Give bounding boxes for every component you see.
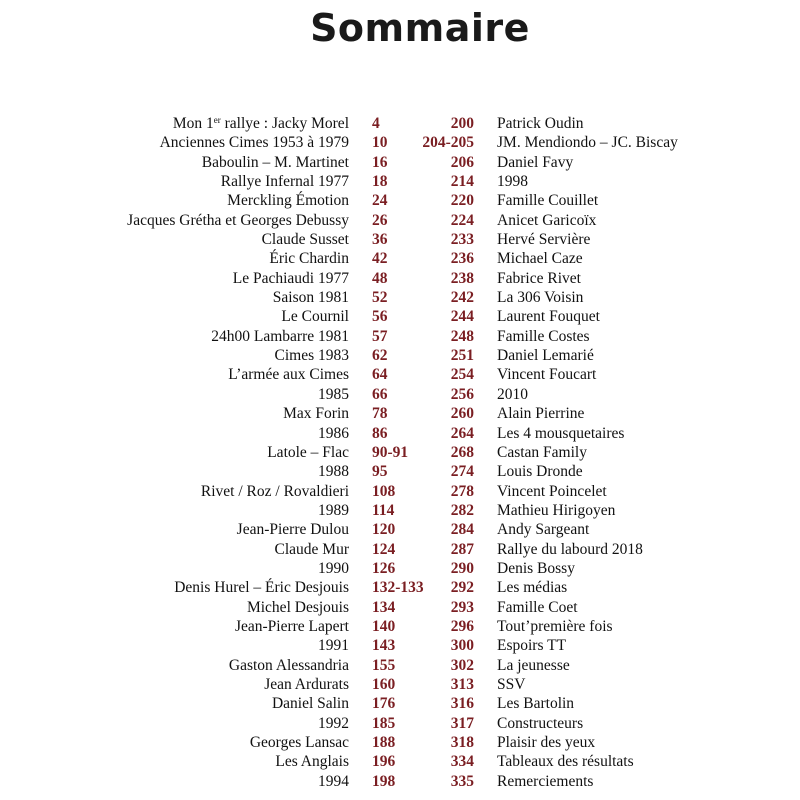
toc-row bbox=[0, 675, 800, 694]
toc-entry-left-title-part: rallye : Jacky Morel bbox=[220, 115, 349, 132]
toc-entry-right-title: Daniel Favy bbox=[497, 153, 574, 171]
toc-entry-right-title: La 306 Voisin bbox=[497, 289, 584, 307]
toc-entry-right-title: Tableaux des résultats bbox=[497, 753, 634, 771]
toc-entry-left-title-part: Mon 1 bbox=[172, 115, 214, 132]
toc-entry-left-page: 24 bbox=[372, 192, 388, 210]
toc-entry-right-title: Constructeurs bbox=[497, 714, 584, 732]
toc-entry-right-title: JM. Mendiondo – JC. Biscay bbox=[497, 134, 678, 152]
toc-entry-right-page: 236 bbox=[450, 250, 474, 268]
toc-entry-right-title: Tout’première fois bbox=[497, 617, 613, 635]
toc-entry-left-title: 24h00 Lambarre 1981 bbox=[211, 327, 349, 345]
toc-entry-right-title: Patrick Oudin bbox=[497, 115, 584, 132]
toc-entry-right-page: 244 bbox=[450, 308, 474, 326]
toc-entry-right-page: 260 bbox=[450, 405, 474, 423]
toc-entry-left-title: 1990 bbox=[318, 559, 349, 577]
toc-entry-left-title: 1989 bbox=[318, 501, 349, 519]
toc-entry-right-title: Daniel Lemarié bbox=[497, 347, 594, 365]
toc-entry-left-page: 155 bbox=[372, 656, 396, 674]
toc-entry-right-page: 316 bbox=[450, 695, 474, 713]
toc-entry-right-page: 334 bbox=[450, 753, 474, 771]
toc-entry-left-page: 18 bbox=[372, 173, 388, 191]
toc-entry-left-page: 64 bbox=[372, 366, 388, 384]
toc-entry-left-title: Jean-Pierre Lapert bbox=[234, 617, 349, 635]
toc-entry-right-title: Les 4 mousquetaires bbox=[497, 424, 625, 442]
toc-entry-right-page: 287 bbox=[450, 540, 474, 558]
toc-entry-left-page: 4 bbox=[372, 115, 380, 132]
toc-entry-left-title: Rivet / Roz / Rovaldieri bbox=[200, 482, 349, 500]
toc-entry-left-page: 196 bbox=[372, 753, 396, 771]
toc-entry-left-title: Jean-Pierre Dulou bbox=[236, 521, 349, 539]
toc-entry-right-page: 200 bbox=[450, 115, 474, 132]
toc-row bbox=[0, 249, 800, 268]
toc-row bbox=[0, 714, 800, 733]
toc-row bbox=[0, 191, 800, 210]
toc-entry-left-title: Rallye Infernal 1977 bbox=[220, 173, 349, 191]
toc-entry-left-title: Cimes 1983 bbox=[274, 347, 349, 365]
toc-row bbox=[0, 733, 800, 752]
toc-entry-right-page: 268 bbox=[450, 443, 474, 461]
toc-entry-right-page: 278 bbox=[450, 482, 474, 500]
toc-entry-left-title: Merckling Émotion bbox=[227, 192, 349, 210]
toc-entry-left-page: 56 bbox=[372, 308, 388, 326]
toc-entry-left-page: 176 bbox=[372, 695, 396, 713]
toc-entry-left-page: 16 bbox=[372, 153, 388, 171]
toc-entry-right-title: Mathieu Hirigoyen bbox=[497, 501, 616, 519]
toc-entry-right-title: Rallye du labourd 2018 bbox=[497, 540, 643, 558]
toc-entry-right-title: Alain Pierrine bbox=[497, 405, 585, 423]
toc-entry-left-title: 1986 bbox=[318, 424, 349, 442]
toc-entry-right-title: 2010 bbox=[497, 385, 528, 403]
toc-entry-right-title: Castan Family bbox=[497, 443, 587, 461]
toc-entry-left-page: 78 bbox=[372, 405, 388, 423]
toc-entry-left-title: 1988 bbox=[318, 463, 349, 481]
toc-entry-left-title: Le Pachiaudi 1977 bbox=[232, 269, 349, 287]
toc-entry-left-title: Georges Lansac bbox=[249, 734, 349, 751]
toc-entry-right-title: Denis Bossy bbox=[497, 559, 575, 577]
toc-entry-left-page: 160 bbox=[372, 675, 396, 693]
toc-entry-right-page: 242 bbox=[450, 289, 474, 307]
toc-row bbox=[0, 598, 800, 617]
toc-entry-right-title: Vincent Foucart bbox=[497, 366, 597, 384]
toc-entry-left-page: 90-91 bbox=[372, 443, 409, 461]
toc-entry-left-title: Baboulin – M. Martinet bbox=[201, 153, 349, 171]
toc-row bbox=[0, 346, 800, 365]
toc-entry-right-page: 300 bbox=[450, 637, 474, 655]
toc-entry-left-page: 198 bbox=[372, 772, 396, 790]
toc-row bbox=[0, 288, 800, 307]
toc-entry-right-page: 224 bbox=[450, 211, 474, 229]
toc-entry-right-page: 254 bbox=[450, 366, 474, 384]
toc-entry-left-page: 62 bbox=[372, 347, 388, 365]
toc-entry-left-title: Max Forin bbox=[283, 405, 349, 423]
toc-entry-left-title bbox=[173, 114, 349, 133]
toc-entry-right-title: Remerciements bbox=[497, 772, 594, 790]
toc-entry-right-title: Espoirs TT bbox=[497, 637, 567, 655]
toc-entry-left-title: 1991 bbox=[318, 637, 349, 655]
toc-entry-left-title: 1994 bbox=[318, 772, 349, 790]
toc-entry-right-title: SSV bbox=[497, 675, 526, 693]
toc-entry-left-page: 66 bbox=[372, 385, 388, 403]
toc-row bbox=[0, 269, 800, 288]
toc-entry-left-page: 48 bbox=[372, 269, 388, 287]
toc-entry-right-page: 248 bbox=[450, 327, 474, 345]
toc-row bbox=[0, 617, 800, 636]
toc-entry-right-title: Hervé Servière bbox=[497, 231, 591, 249]
toc-row bbox=[0, 230, 800, 249]
toc-entry-right-page: 233 bbox=[450, 231, 474, 249]
toc-row bbox=[0, 172, 800, 191]
toc-entry-left-page: 120 bbox=[372, 521, 396, 539]
toc-entry-right-title: Fabrice Rivet bbox=[497, 269, 581, 287]
toc-entry-left-page: 114 bbox=[372, 501, 395, 519]
toc-row bbox=[0, 772, 800, 791]
toc-row bbox=[0, 520, 800, 539]
toc-row bbox=[0, 211, 800, 230]
page-title: Sommaire bbox=[310, 6, 530, 50]
toc-row bbox=[0, 752, 800, 771]
toc-entry-left-title: Claude Mur bbox=[274, 540, 349, 558]
toc-entry-right-title: La jeunesse bbox=[497, 656, 570, 674]
toc-row bbox=[0, 114, 800, 133]
toc-entry-right-page: 264 bbox=[450, 424, 474, 442]
toc-entry-right-page: 292 bbox=[450, 579, 474, 597]
toc-row bbox=[0, 694, 800, 713]
toc-row bbox=[0, 443, 800, 462]
toc-entry-right-page: 256 bbox=[450, 385, 474, 403]
toc-row bbox=[0, 307, 800, 326]
toc-entry-left-page: 134 bbox=[372, 598, 396, 616]
toc-entry-left-title: Denis Hurel – Éric Desjouis bbox=[174, 579, 349, 597]
toc-entry-left-page: 124 bbox=[372, 540, 396, 558]
toc-entry-left-title: L’armée aux Cimes bbox=[228, 366, 349, 384]
toc-entry-right-page: 238 bbox=[450, 269, 474, 287]
toc-entry-left-title: Jacques Grétha et Georges Debussy bbox=[127, 211, 349, 229]
toc-row bbox=[0, 385, 800, 404]
toc-entry-right-page: 284 bbox=[450, 521, 474, 539]
toc-entry-right-title: Louis Dronde bbox=[497, 463, 583, 481]
toc-entry-right-page: 313 bbox=[450, 675, 474, 693]
toc-entry-right-title: Famille Costes bbox=[497, 327, 590, 345]
table-of-contents bbox=[0, 114, 800, 791]
toc-row bbox=[0, 501, 800, 520]
toc-entry-right-page: 206 bbox=[450, 153, 474, 171]
toc-row bbox=[0, 424, 800, 443]
toc-entry-left-title: Michel Desjouis bbox=[246, 598, 349, 616]
toc-row bbox=[0, 365, 800, 384]
toc-entry-right-page: 293 bbox=[450, 598, 474, 616]
toc-entry-right-title: Anicet Garicoïx bbox=[497, 211, 597, 229]
toc-entry-left-page: 143 bbox=[372, 637, 396, 655]
toc-entry-left-page: 36 bbox=[372, 231, 388, 249]
toc-entry-right-page: 214 bbox=[450, 173, 474, 191]
toc-row bbox=[0, 559, 800, 578]
toc-entry-right-page: 282 bbox=[450, 501, 474, 519]
toc-entry-left-page: 26 bbox=[372, 211, 388, 229]
toc-entry-right-title: Vincent Poincelet bbox=[497, 482, 607, 500]
toc-entry-left-page: 108 bbox=[372, 482, 396, 500]
toc-entry-right-page: 296 bbox=[450, 617, 474, 635]
toc-row bbox=[0, 540, 800, 559]
toc-entry-right-title: Famille Coet bbox=[497, 598, 578, 616]
toc-row bbox=[0, 578, 800, 597]
toc-entry-left-page: 57 bbox=[372, 327, 388, 345]
toc-entry-left-title: Éric Chardin bbox=[269, 250, 349, 268]
toc-entry-left-title: Les Anglais bbox=[275, 753, 349, 771]
toc-entry-left-page: 52 bbox=[372, 289, 388, 307]
toc-entry-left-title: Claude Susset bbox=[261, 231, 349, 249]
toc-entry-right-title: Andy Sargeant bbox=[497, 521, 590, 539]
toc-row bbox=[0, 404, 800, 423]
toc-entry-left-page: 185 bbox=[372, 714, 396, 732]
toc-entry-left-title: Le Cournil bbox=[281, 308, 349, 326]
toc-row bbox=[0, 462, 800, 481]
toc-entry-left-page: 126 bbox=[372, 559, 396, 577]
toc-entry-right-page: 220 bbox=[450, 192, 474, 210]
toc-entry-right-page: 204-205 bbox=[422, 134, 474, 152]
toc-entry-left-title: 1985 bbox=[318, 385, 349, 403]
toc-entry-right-title: Michael Caze bbox=[497, 250, 583, 268]
toc-entry-right-title: Famille Couillet bbox=[497, 192, 599, 210]
toc-row bbox=[0, 153, 800, 172]
toc-entry-right-title: Plaisir des yeux bbox=[497, 734, 596, 751]
toc-entry-right-page: 251 bbox=[450, 347, 474, 365]
toc-row bbox=[0, 636, 800, 655]
toc-entry-left-page: 132-133 bbox=[372, 579, 424, 597]
toc-entry-left-title: Gaston Alessandria bbox=[228, 656, 349, 674]
toc-entry-right-page: 302 bbox=[450, 656, 474, 674]
toc-entry-left-title: Latole – Flac bbox=[267, 443, 349, 461]
toc-entry-left-title: Jean Ardurats bbox=[264, 675, 349, 693]
toc-entry-left-title: Anciennes Cimes 1953 à 1979 bbox=[159, 134, 349, 152]
toc-entry-right-page: 318 bbox=[450, 734, 474, 751]
toc-entry-left-title-sup: er bbox=[213, 115, 221, 125]
toc-entry-right-page: 317 bbox=[450, 714, 474, 732]
toc-entry-left-page: 188 bbox=[372, 734, 396, 751]
toc-entry-right-page: 274 bbox=[450, 463, 474, 481]
toc-entry-left-page: 86 bbox=[372, 424, 388, 442]
toc-entry-right-page: 290 bbox=[450, 559, 474, 577]
toc-row bbox=[0, 327, 800, 346]
toc-entry-left-page: 95 bbox=[372, 463, 388, 481]
toc-entry-right-title: 1998 bbox=[497, 173, 528, 191]
toc-row bbox=[0, 482, 800, 501]
toc-entry-left-title: 1992 bbox=[318, 714, 349, 732]
toc-row bbox=[0, 133, 800, 152]
toc-entry-left-title: Daniel Salin bbox=[271, 695, 349, 713]
toc-entry-left-page: 42 bbox=[372, 250, 388, 268]
toc-entry-left-page: 140 bbox=[372, 617, 396, 635]
toc-entry-left-title: Saison 1981 bbox=[272, 289, 349, 307]
toc-row bbox=[0, 656, 800, 675]
toc-entry-left-page: 10 bbox=[372, 134, 388, 152]
toc-entry-right-title: Laurent Fouquet bbox=[497, 308, 600, 326]
toc-entry-right-title: Les Bartolin bbox=[497, 695, 575, 713]
toc-entry-right-page: 335 bbox=[450, 772, 474, 790]
toc-entry-right-title: Les médias bbox=[497, 579, 568, 597]
